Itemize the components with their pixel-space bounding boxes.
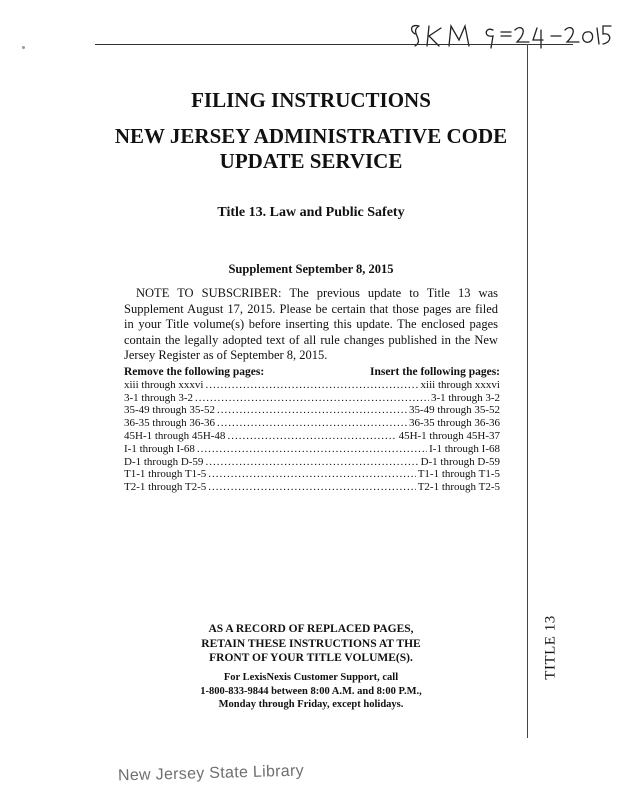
insert-pages: 3-1 through 3-2: [430, 391, 500, 404]
remove-pages: T1-1 through T1-5: [124, 468, 207, 481]
scan-speck: [22, 46, 25, 49]
dot-leader: [197, 443, 427, 456]
title-name: Title 13. Law and Public Safety: [217, 205, 405, 220]
record-line-1: AS A RECORD OF REPLACED PAGES,: [208, 623, 414, 635]
insert-pages: 36-35 through 36-36: [408, 417, 500, 430]
dot-leader: [227, 430, 396, 443]
table-row: [124, 468, 500, 481]
customer-support: [95, 671, 527, 712]
page-title: FILING INSTRUCTIONS: [191, 88, 431, 112]
page-replacement-table: [124, 366, 500, 494]
dot-leader: [208, 481, 415, 494]
support-line-2: 1-800-833-9844 between 8:00 A.M. and 8:00 P.M.,: [200, 685, 422, 697]
subtitle-line-1: NEW JERSEY ADMINISTRATIVE CODE: [114, 124, 508, 148]
remove-pages: 36-35 through 36-36: [124, 417, 216, 430]
insert-pages: xiii through xxxvi: [420, 378, 500, 391]
remove-pages: xiii through xxxvi: [124, 378, 204, 391]
insert-pages: I-1 through I-68: [429, 442, 500, 455]
table-row: [124, 404, 500, 417]
table-row: [124, 417, 500, 430]
table-row: [124, 379, 500, 392]
record-notice: [95, 622, 527, 666]
remove-pages: 3-1 through 3-2: [124, 391, 194, 404]
side-tab-label: TITLE 13: [542, 614, 559, 680]
dot-leader: [217, 404, 407, 417]
dot-leader: [217, 417, 407, 430]
record-line-3: FRONT OF YOUR TITLE VOLUME(S).: [209, 652, 413, 664]
remove-pages: T2-1 through T2-5: [124, 481, 207, 494]
support-line-1: For LexisNexis Customer Support, call: [223, 672, 399, 683]
table-rows: [124, 379, 500, 494]
record-line-2: RETAIN THESE INSTRUCTIONS AT THE: [201, 637, 421, 650]
dot-leader: [208, 468, 415, 481]
dot-leader: [205, 456, 418, 469]
table-header: [124, 366, 500, 379]
supplement-date: Supplement September 8, 2015: [228, 262, 394, 276]
remove-header: Remove the following pages:: [124, 366, 265, 378]
table-row: [124, 443, 500, 456]
subscriber-note: NOTE TO SUBSCRIBER: The previous update to Title 13 was Supplement August 17, 2015. Please be certain that those pages are filed in your Title volume(s) before inserting this update. The enclosed pages contain the legally adopted text of all rule changes published in the New Jersey Register as of September 8, 2015.: [124, 286, 498, 362]
remove-pages: D-1 through D-59: [124, 455, 204, 468]
support-line-3: Monday through Friday, except holidays.: [218, 699, 404, 710]
dot-leader: [195, 392, 429, 405]
insert-pages: 45H-1 through 45H-37: [398, 429, 500, 442]
insert-pages: T2-1 through T2-5: [417, 481, 500, 494]
table-row: [124, 456, 500, 469]
insert-pages: T1-1 through T1-5: [417, 468, 500, 481]
table-row: [124, 481, 500, 494]
insert-pages: 35-49 through 35-52: [408, 404, 500, 417]
table-row: [124, 392, 500, 405]
dot-leader: [205, 379, 418, 392]
insert-header: Insert the following pages:: [369, 366, 500, 378]
table-row: [124, 430, 500, 443]
remove-pages: 35-49 through 35-52: [124, 404, 216, 417]
remove-pages: 45H-1 through 45H-48: [124, 429, 226, 442]
remove-pages: I-1 through I-68: [124, 442, 195, 455]
subtitle-line-2: UPDATE SERVICE: [219, 149, 403, 173]
margin-rule: [527, 44, 528, 738]
side-tab: [536, 612, 566, 682]
page-subtitle: [95, 124, 527, 174]
library-stamp: New Jersey State Library: [117, 762, 305, 785]
insert-pages: D-1 through D-59: [420, 455, 500, 468]
